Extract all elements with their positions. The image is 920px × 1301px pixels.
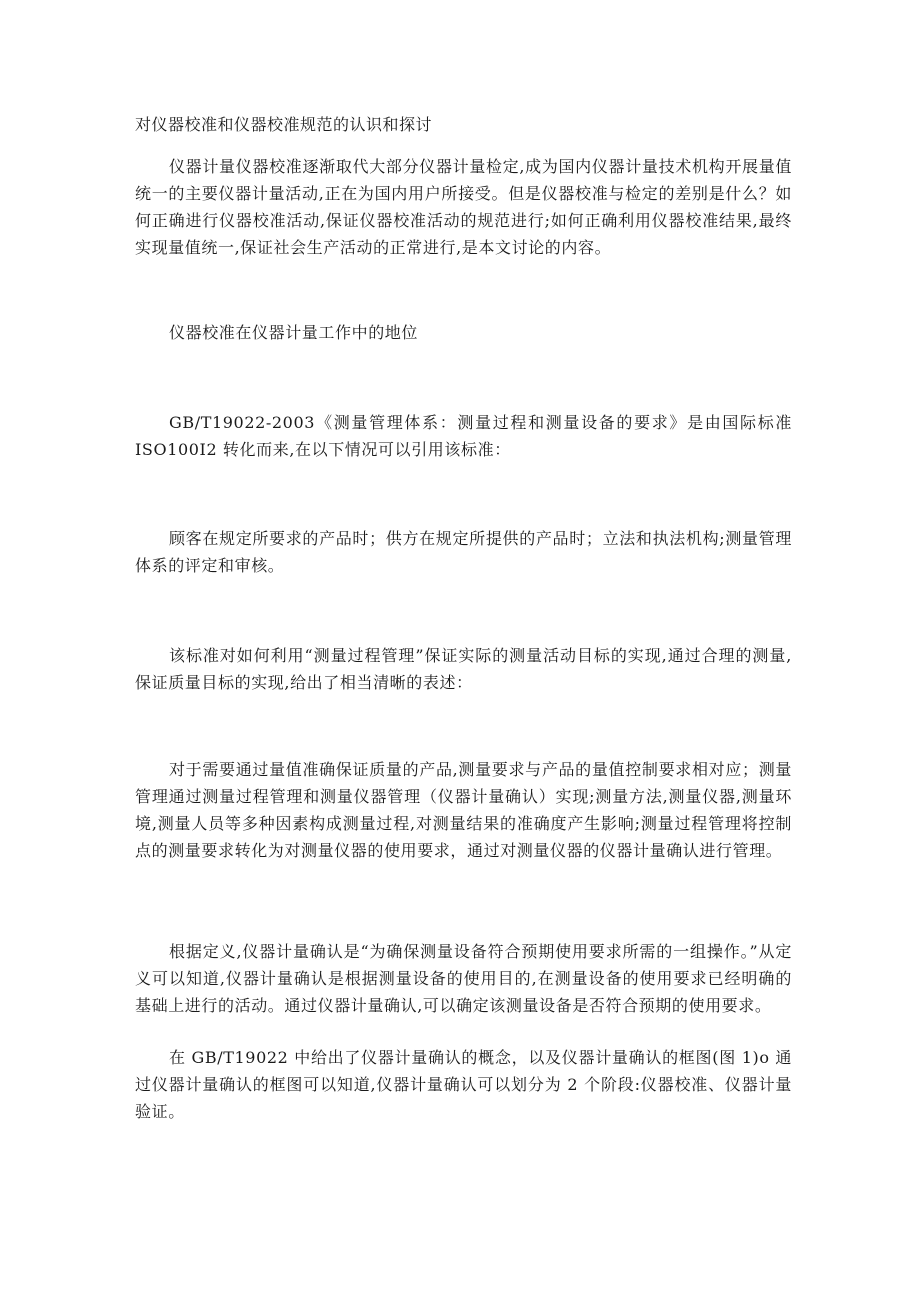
section-heading: 仪器校准在仪器计量工作中的地位: [169, 323, 419, 342]
document-title: 对仪器校准和仪器校准规范的认识和探讨: [135, 115, 433, 134]
quality-products-paragraph: 对于需要通过量值准确保证质量的产品,测量要求与产品的量值控制要求相对应；测量管理通过测量过程管理和测量仪器管理（仪器计量确认）实现;测量方法,测量仪器,测量环境,测量人员等多种因素构成测量过程,对测量结果的准确度产生影响;测量过程管理将控制点的测量要求转化为对测量仪器的使用要求，通过对测量仪器的仪器计量确认进行管理。: [135, 760, 792, 860]
process-management-paragraph: 该标准对如何利用“测量过程管理”保证实际的测量活动目标的实现,通过合理的测量,保证质量目标的实现,给出了相当清晰的表述：: [135, 646, 792, 692]
definition-paragraph: 根据定义,仪器计量确认是“为确保测量设备符合预期使用要求所需的一组操作。”从定义可以知道,仪器计量确认是根据测量设备的使用目的,在测量设备的使用要求已经明确的基础上进行的活动。通过仪器计量确认,可以确定该测量设备是否符合预期的使用要求。: [135, 942, 792, 1015]
standard-paragraph: GB/T19022-2003《测量管理体系：测量过程和测量设备的要求》是由国际标准 ISO100I2 转化而来,在以下情况可以引用该标准：: [135, 413, 792, 459]
stages-paragraph: 在 GB/T19022 中给出了仪器计量确认的概念，以及仪器计量确认的框图(图 1)o 通过仪器计量确认的框图可以知道,仪器计量确认可以划分为 2 个阶段:仪器校准、仪器计量验证。: [135, 1048, 792, 1121]
cases-paragraph: 顾客在规定所要求的产品时；供方在规定所提供的产品时；立法和执法机构;测量管理体系的评定和审核。: [135, 529, 792, 575]
intro-paragraph: 仪器计量仪器校准逐渐取代大部分仪器计量检定,成为国内仪器计量技术机构开展量值统一的主要仪器计量活动,正在为国内用户所接受。但是仪器校准与检定的差别是什么？如何正确进行仪器校准活动,保证仪器校准活动的规范进行;如何正确利用仪器校准结果,最终实现量值统一,保证社会生产活动的正常进行,是本文讨论的内容。: [135, 157, 792, 257]
